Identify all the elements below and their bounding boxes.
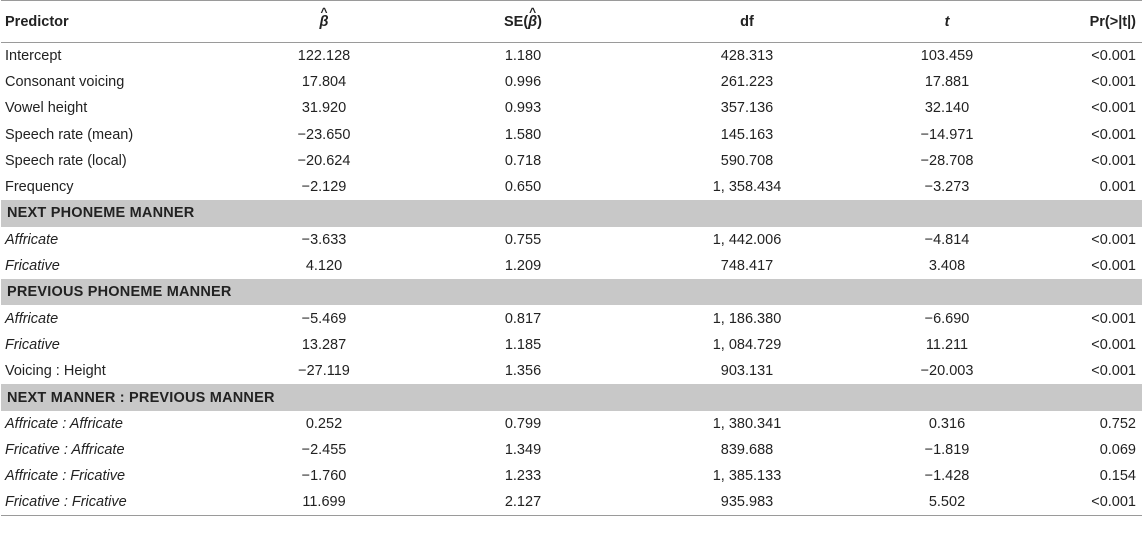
df-cell: 357.136 — [720, 100, 774, 117]
section-header-row — [1, 200, 1142, 226]
t-value-cell: 0.316 — [928, 415, 966, 432]
predictor-cell: Speech rate (local) — [5, 152, 127, 169]
t-value-cell: −28.708 — [920, 152, 974, 169]
se-cell: 2.127 — [403, 490, 587, 516]
table-row — [1, 253, 1142, 279]
predictor-cell: Affricate — [5, 310, 59, 327]
se-cell: 0.817 — [504, 310, 542, 327]
se-cell: 1.580 — [504, 126, 542, 143]
se-cell: 0.650 — [504, 179, 542, 196]
t-value-cell: −6.690 — [924, 310, 970, 327]
section-header-row — [1, 279, 1142, 305]
beta-cell: 17.804 — [301, 73, 347, 90]
df-cell: 1, 084.729 — [712, 336, 782, 353]
beta-cell: −5.469 — [301, 310, 347, 327]
p-value-cell: <0.001 — [1091, 152, 1136, 169]
p-value-cell: 0.752 — [1099, 415, 1136, 432]
df-cell: 590.708 — [720, 152, 774, 169]
df-cell: 428.313 — [720, 47, 774, 64]
predictor-cell: Affricate — [5, 231, 59, 248]
p-value-cell: <0.001 — [1091, 310, 1136, 327]
df-cell: 1, 380.341 — [712, 415, 782, 432]
predictor-cell: Fricative — [5, 258, 60, 275]
t-value-cell: −20.003 — [920, 363, 974, 380]
table-row — [1, 411, 1142, 437]
t-value-cell: 32.140 — [924, 100, 970, 117]
df-cell: 261.223 — [720, 73, 774, 90]
header-se — [403, 1, 587, 43]
df-cell: 903.131 — [720, 363, 774, 380]
predictor-cell: Affricate : Fricative — [5, 468, 126, 485]
se-cell: 1.180 — [504, 47, 542, 64]
beta-cell: 122.128 — [297, 47, 351, 64]
p-value-cell: <0.001 — [1091, 126, 1136, 143]
header-predictor: Predictor — [1, 1, 205, 43]
predictor-cell: Consonant voicing — [5, 73, 125, 90]
t-value-cell: 103.459 — [920, 47, 974, 64]
df-cell: 935.983 — [587, 490, 847, 516]
se-cell: 1.209 — [504, 258, 542, 275]
table-row — [1, 463, 1142, 489]
table-row — [1, 358, 1142, 384]
beta-cell: −27.119 — [298, 363, 350, 380]
header-se-suffix: ) — [537, 13, 542, 30]
table-row — [1, 332, 1142, 358]
table-row — [1, 69, 1142, 95]
df-cell: 839.688 — [720, 442, 774, 459]
section-header-label: NEXT MANNER : PREVIOUS MANNER — [1, 384, 1142, 410]
beta-cell: −1.760 — [301, 468, 347, 485]
p-value-cell: <0.001 — [1091, 363, 1136, 380]
beta-cell: −2.129 — [301, 179, 347, 196]
header-df: df — [587, 1, 847, 43]
df-cell: 1, 358.434 — [712, 179, 782, 196]
se-cell: 1.185 — [504, 336, 542, 353]
beta-cell: 4.120 — [305, 258, 343, 275]
se-cell: 0.993 — [504, 100, 542, 117]
p-value-cell: <0.001 — [1091, 73, 1136, 90]
beta-cell: −23.650 — [297, 126, 351, 143]
section-header-label: NEXT PHONEME MANNER — [1, 200, 1142, 226]
beta-hat-symbol: ^ β — [320, 14, 329, 30]
df-cell: 1, 385.133 — [712, 468, 782, 485]
predictor-cell: Intercept — [5, 47, 62, 64]
se-cell: 0.799 — [504, 415, 542, 432]
t-value-cell: −1.428 — [924, 468, 970, 485]
t-value-cell: −14.971 — [920, 126, 974, 143]
table-row — [1, 490, 1142, 516]
beta-cell: 31.920 — [301, 100, 347, 117]
table-row — [1, 43, 1142, 69]
se-cell: 1.349 — [504, 442, 542, 459]
se-cell: 0.718 — [504, 152, 542, 169]
predictor-cell: Speech rate (mean) — [5, 126, 134, 143]
table-row — [1, 305, 1142, 331]
beta-cell: −3.633 — [301, 231, 347, 248]
table-row — [1, 227, 1142, 253]
se-cell: 0.996 — [504, 73, 542, 90]
predictor-cell: Affricate : Affricate — [5, 415, 123, 432]
beta-cell: 11.699 — [205, 490, 403, 516]
header-beta — [205, 1, 403, 43]
header-t: t — [847, 1, 1007, 43]
predictor-cell: Fricative — [5, 336, 60, 353]
p-value-cell: 0.001 — [1099, 179, 1136, 196]
se-cell: 1.233 — [504, 468, 542, 485]
df-cell: 145.163 — [720, 126, 774, 143]
df-cell: 1, 442.006 — [712, 231, 782, 248]
section-header-row — [1, 384, 1142, 410]
predictor-cell: Fricative : Affricate — [5, 442, 125, 459]
regression-table — [1, 0, 1142, 516]
t-value-cell: −1.819 — [924, 442, 970, 459]
p-value-cell: <0.001 — [1091, 258, 1136, 275]
table-row — [1, 148, 1142, 174]
t-value-cell: 3.408 — [928, 258, 966, 275]
beta-cell: 0.252 — [305, 415, 343, 432]
t-value-cell: 17.881 — [924, 73, 970, 90]
table-header-row — [1, 1, 1142, 43]
p-value-cell: 0.069 — [1099, 442, 1136, 459]
p-value-cell: 0.154 — [1099, 468, 1136, 485]
p-value-cell: <0.001 — [1007, 490, 1142, 516]
t-value-cell: −4.814 — [924, 231, 970, 248]
p-value-cell: <0.001 — [1091, 336, 1136, 353]
header-se-prefix: SE( — [503, 13, 529, 30]
predictor-cell: Vowel height — [5, 100, 88, 117]
beta-cell: −2.455 — [301, 442, 347, 459]
beta-cell: 13.287 — [301, 336, 347, 353]
t-value-cell: 11.211 — [925, 336, 969, 353]
section-header-label: PREVIOUS PHONEME MANNER — [1, 279, 1142, 305]
se-cell: 0.755 — [504, 231, 542, 248]
table-row — [1, 121, 1142, 147]
predictor-cell: Fricative : Fricative — [1, 490, 205, 516]
table-row — [1, 174, 1142, 200]
t-value-cell: −3.273 — [924, 179, 970, 196]
header-p-value: Pr(>|t|) — [1007, 1, 1142, 43]
predictor-cell: Voicing : Height — [5, 363, 106, 380]
df-cell: 1, 186.380 — [712, 310, 782, 327]
table-row — [1, 95, 1142, 121]
predictor-cell: Frequency — [5, 179, 74, 196]
se-cell: 1.356 — [504, 363, 542, 380]
table-row — [1, 437, 1142, 463]
p-value-cell: <0.001 — [1091, 100, 1136, 117]
p-value-cell: <0.001 — [1091, 231, 1136, 248]
p-value-cell: <0.001 — [1091, 47, 1136, 64]
t-value-cell: 5.502 — [847, 490, 1007, 516]
table-body — [1, 43, 1142, 516]
df-cell: 748.417 — [720, 258, 774, 275]
se-beta-hat-symbol: ^ β — [528, 14, 537, 30]
beta-cell: −20.624 — [297, 152, 351, 169]
